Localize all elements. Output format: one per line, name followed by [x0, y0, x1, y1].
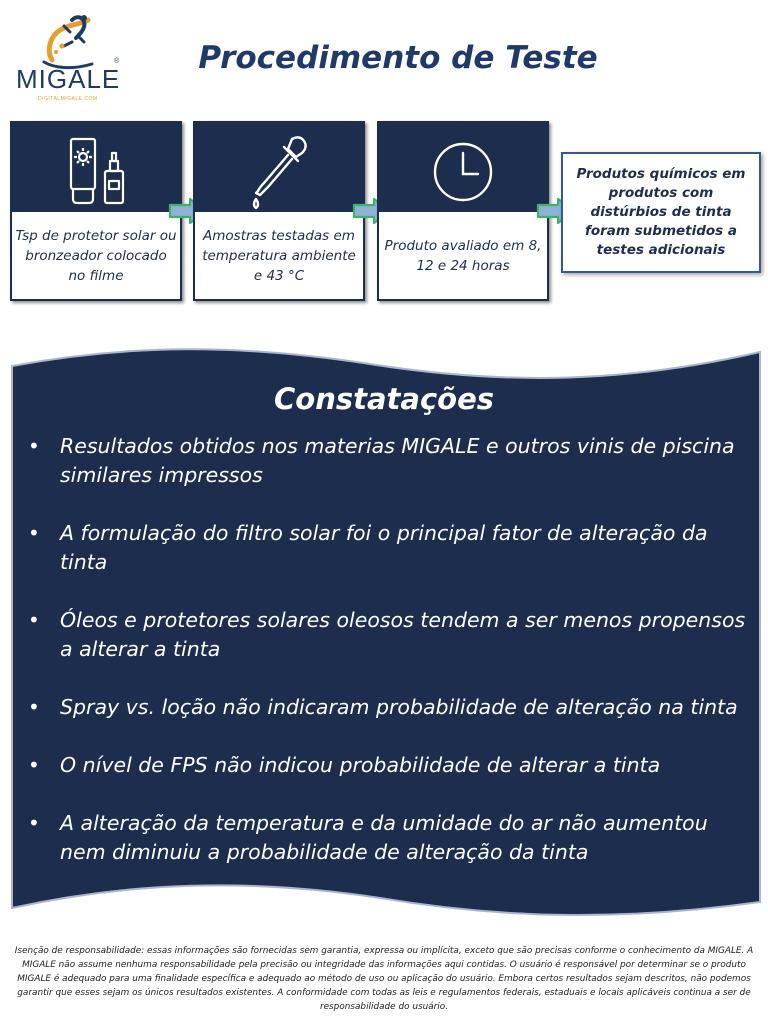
list-item: • A formulação do filtro solar foi o principal fator de alteração da tinta — [28, 519, 750, 577]
dropper-icon — [195, 131, 363, 213]
page-title: Procedimento de Teste — [198, 40, 598, 76]
findings-list — [28, 432, 750, 896]
findings-title: Constatações — [273, 382, 495, 416]
step-card-additional-tests — [561, 152, 761, 273]
disclaimer-text: Isenção de responsabilidade: essas informações são fornecidas sem garantia, expressa ou implícita, exceto que são precisas conforme o conhecimento da MIGALE. A MIGALE não assume nenhuma responsabilidade pela precisão ou integridade das informações aqui contidas. O usuário é responsável por determinar se o produto MIGALE é adequado para uma finalidade específica e adequado ao método de uso ou aplicação do usuário. Embora certos resultados sejam descritos, não podemos garantir que esses sejam os únicos resultados existentes. A conformidade com todas as leis e regulamentos federais, estaduais e locais aplicáveis continua a ser de responsabilidade do usuário. — [14, 946, 754, 1012]
logo-subtitle: DIGITALMIGALE.COM — [38, 96, 98, 102]
step-caption: Produto avaliado em 8, 12 e 24 horas — [379, 212, 547, 299]
list-item: • O nível de FPS não indicou probabilidade de alterar a tinta — [28, 751, 750, 780]
sunscreen-bottles-icon — [12, 131, 180, 213]
step-caption: Amostras testadas em temperatura ambiente e 43 °C — [195, 212, 363, 299]
list-item: • A alteração da temperatura e da umidade do ar não aumentou nem diminuiu a probabilidade de alteração da tinta — [28, 809, 750, 867]
step-caption: Tsp de protetor solar ou bronzeador colocado no filme — [12, 212, 180, 299]
clock-icon — [379, 131, 547, 213]
logo-wordmark: MIGALE — [16, 64, 121, 94]
list-item: • Resultados obtidos nos materias MIGALE e outros vinis de piscina similares impressos — [28, 432, 750, 490]
step-card-sunscreen — [10, 121, 182, 301]
list-item: • Óleos e protetores solares oleosos tendem a ser menos propensos a alterar a tinta — [28, 606, 750, 664]
step-card-samples — [193, 121, 365, 301]
step-caption: Produtos químicos em produtos com distúrbios de tinta foram submetidos a testes adicionais — [576, 166, 746, 258]
step-card-evaluation — [377, 121, 549, 301]
list-item: • Spray vs. loção não indicaram probabilidade de alteração na tinta — [28, 693, 750, 722]
logo-registered-mark: ® — [114, 58, 120, 65]
